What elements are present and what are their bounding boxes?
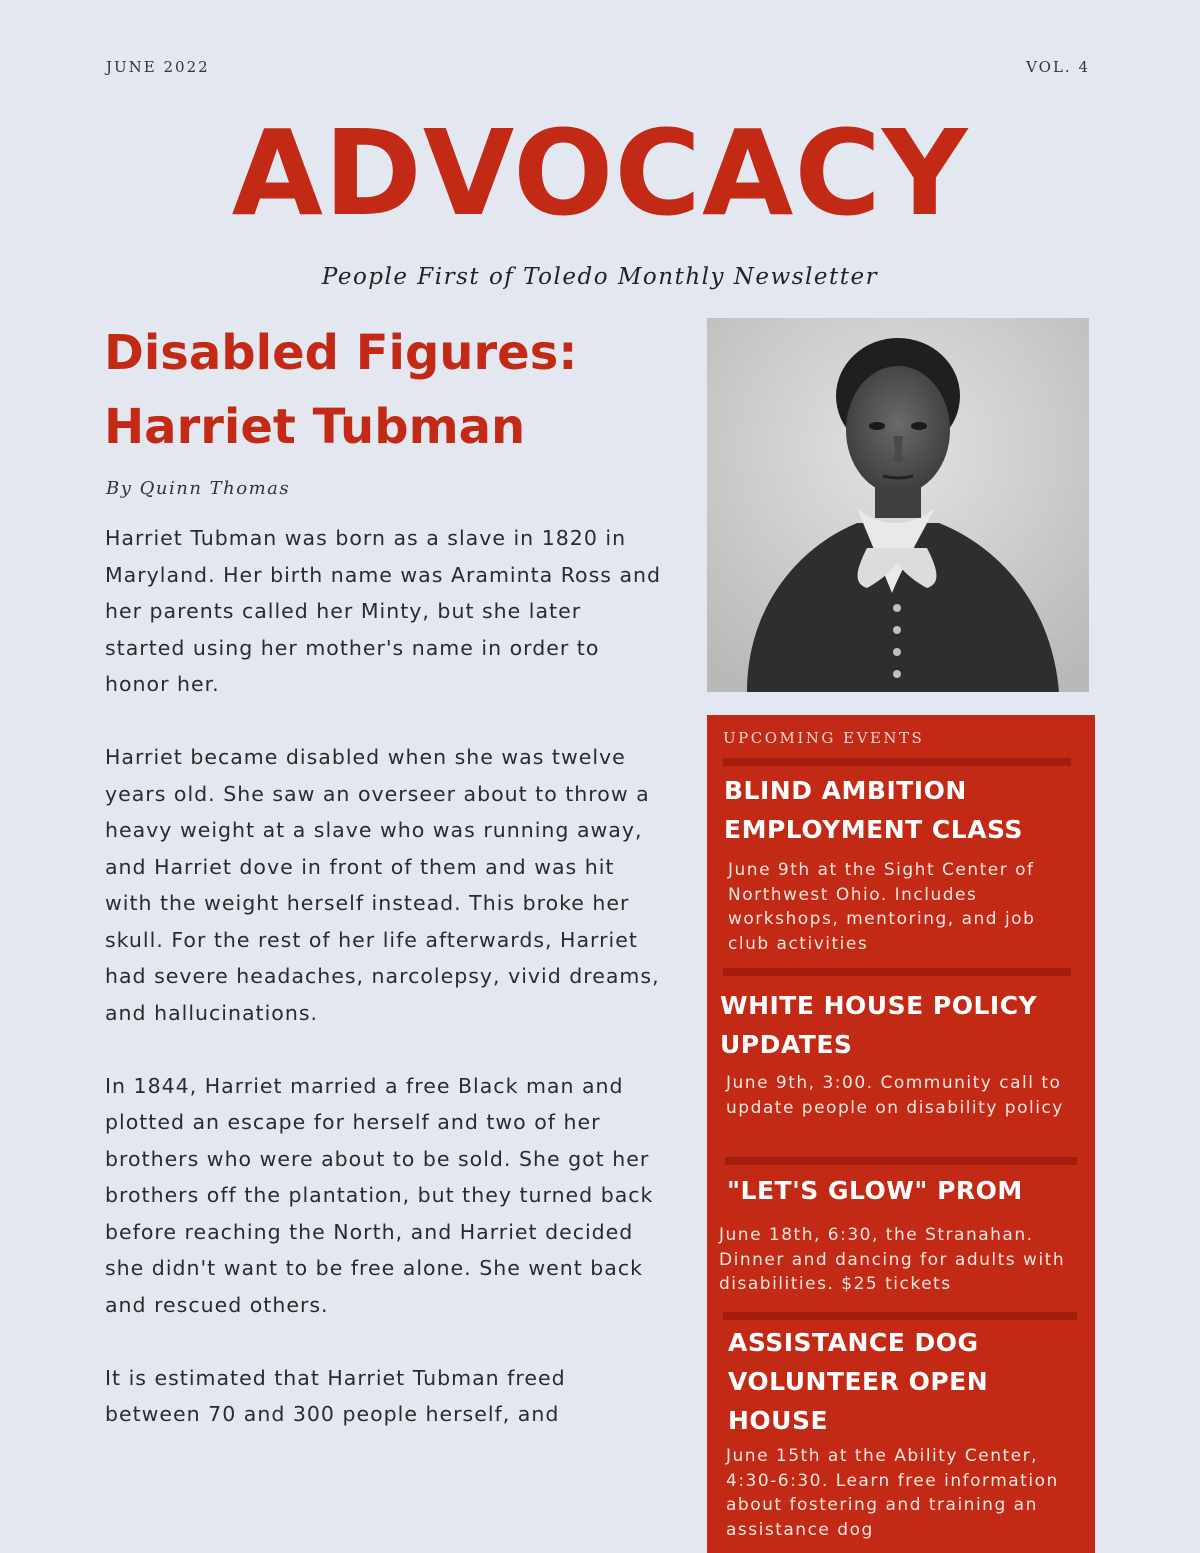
event-description: June 9th, 3:00. Community call to update people on disability policy: [726, 1073, 1064, 1118]
article-paragraph: Harriet became disabled when she was twelve years old. She saw an overseer about to throw a heavy weight at a slave who was running away, and Harriet dove in front of them and was hit with the weight herself instead. This broke her skull. For the rest of her life afterwards, Harriet had severe headaches, narcolepsy, vivid dreams, and hallucinations.: [105, 745, 660, 1025]
event-description: June 18th, 6:30, the Stranahan. Dinner and dancing for adults with disabilities. $25 tickets: [719, 1225, 1066, 1294]
events-divider: [723, 968, 1071, 976]
events-label: UPCOMING EVENTS: [723, 729, 925, 747]
article-title-line-1: Disabled Figures:: [104, 325, 578, 381]
article-byline: By Quinn Thomas: [106, 478, 291, 499]
issue-volume: VOL. 4: [1026, 58, 1090, 76]
portrait-photo: [707, 318, 1089, 692]
issue-date: JUNE 2022: [106, 58, 210, 76]
event-description: June 9th at the Sight Center of Northwest Ohio. Includes workshops, mentoring, and job club activities: [728, 860, 1036, 954]
events-divider: [723, 1312, 1077, 1320]
event-title: ASSISTANCE DOG VOLUNTEER OPEN HOUSE: [728, 1328, 989, 1435]
newsletter-subtitle: People First of Toledo Monthly Newsletter: [321, 264, 879, 290]
upcoming-events-panel: [707, 715, 1095, 1553]
article-title-line-2: Harriet Tubman: [104, 399, 526, 455]
article-paragraph: Harriet Tubman was born as a slave in 1820 in Maryland. Her birth name was Araminta Ross and her parents called her Minty, but she later started using her mother's name in order to honor her.: [105, 526, 662, 696]
events-divider: [723, 758, 1071, 766]
article-body: [105, 520, 665, 1469]
event-title: "LET'S GLOW" PROM: [727, 1176, 1023, 1205]
article-paragraph: In 1844, Harriet married a free Black man and plotted an escape for herself and two of her brothers who were about to be sold. She got her brothers off the plantation, but they turned back before reaching the North, and Harriet decided she didn't want to be free alone. She went back and rescued others.: [105, 1073, 654, 1317]
event-title: BLIND AMBITION EMPLOYMENT CLASS: [724, 776, 1023, 844]
event-title: WHITE HOUSE POLICY UPDATES: [720, 991, 1038, 1059]
article-paragraph: It is estimated that Harriet Tubman freed between 70 and 300 people herself, and: [105, 1365, 566, 1426]
events-divider: [725, 1157, 1077, 1165]
event-description: June 15th at the Ability Center, 4:30-6:30. Learn free information about fostering and training an assistance dog: [726, 1446, 1059, 1540]
masthead-title: ADVOCACY: [231, 104, 969, 242]
portrait-photo-icon: [707, 318, 1089, 692]
article-title: [104, 316, 684, 464]
